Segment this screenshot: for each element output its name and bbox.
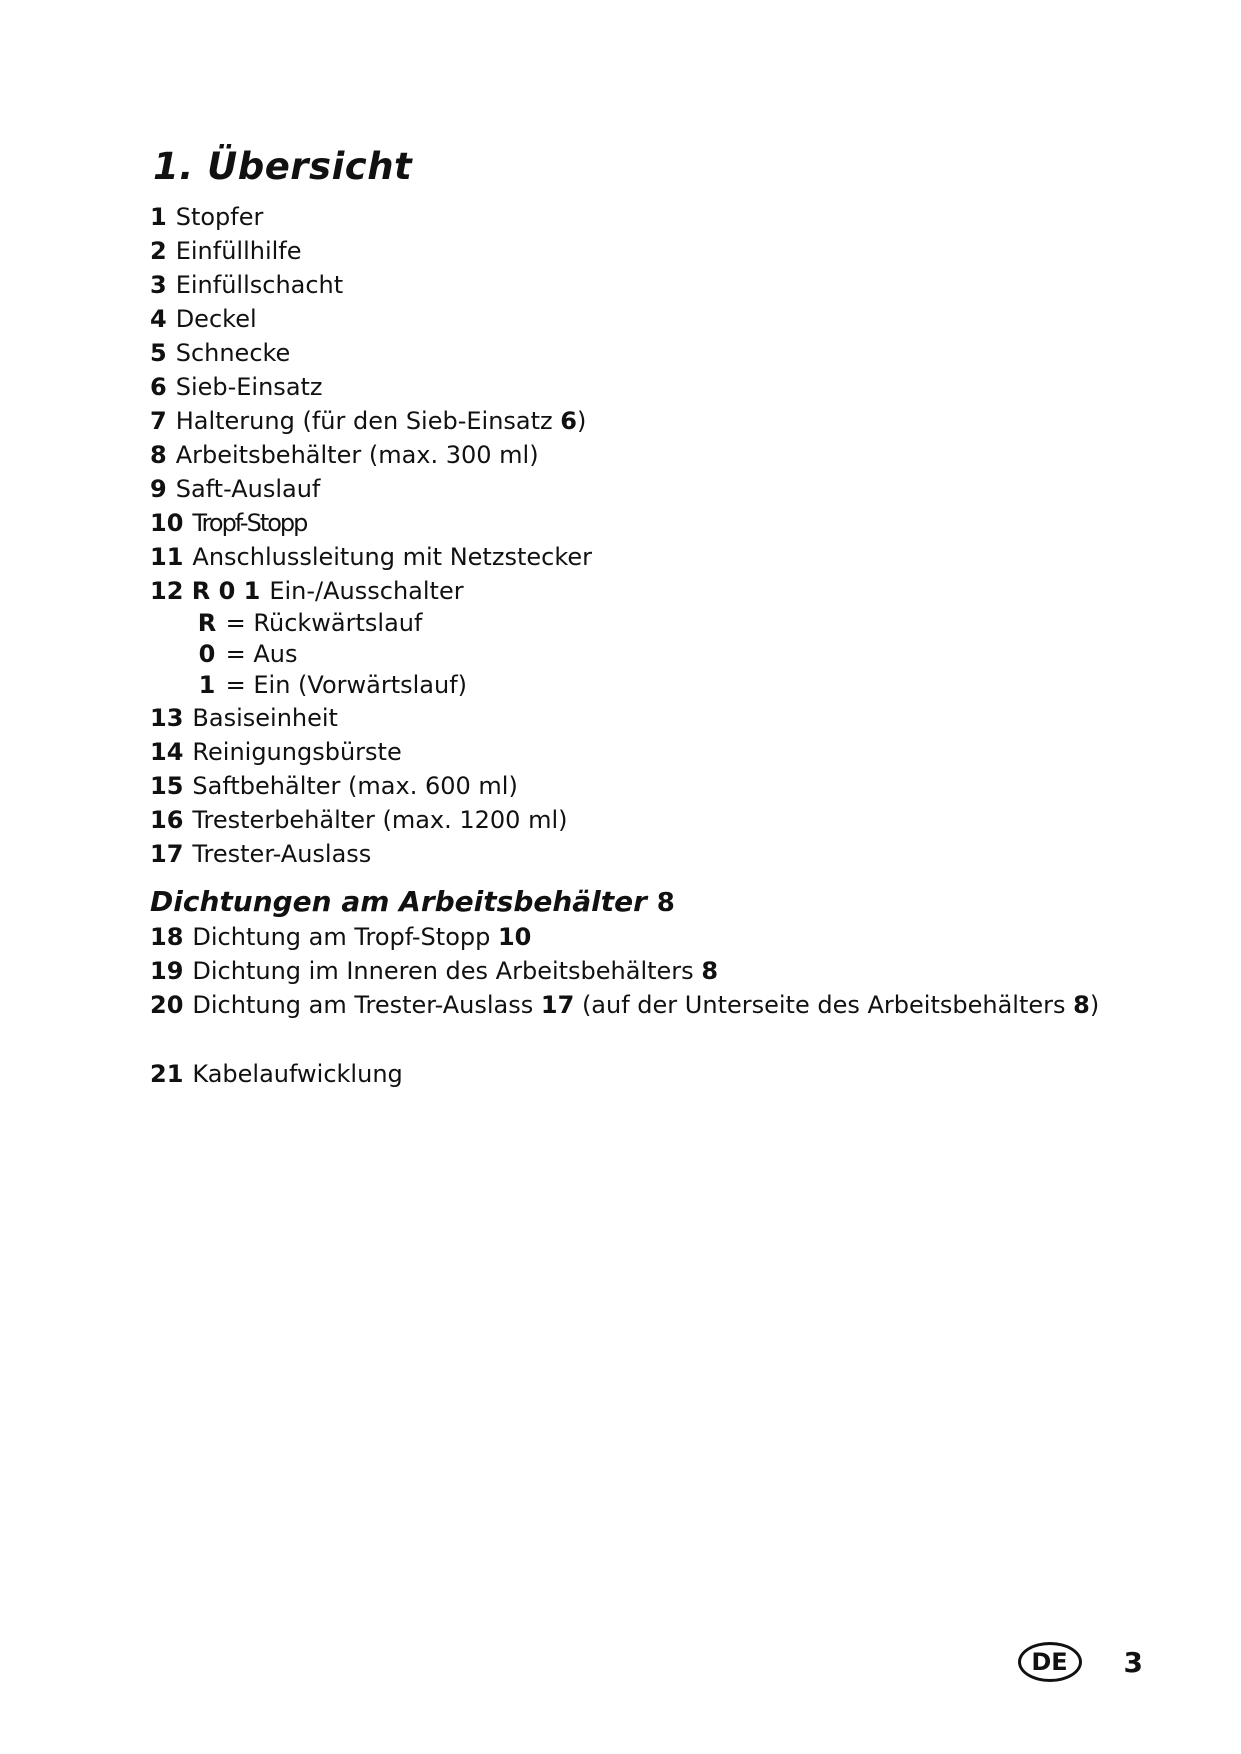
item-reference: 6 (560, 407, 577, 435)
item-label: Anschlussleitung mit Netzstecker (192, 543, 592, 571)
list-item (150, 1057, 403, 1091)
switch-meaning: = Aus (225, 640, 298, 668)
item-number: 21 (150, 1060, 184, 1088)
list-item (150, 540, 1150, 574)
list-item (150, 574, 1150, 608)
item-label: Saft-Auslauf (175, 475, 321, 503)
extra-list (150, 1057, 403, 1091)
item-number: 4 (150, 305, 167, 333)
item-label: Deckel (175, 305, 257, 333)
item-label-suffix: ) (1089, 991, 1100, 1019)
item-label: Einfüllhilfe (175, 237, 302, 265)
item-number: 12 R 0 1 (150, 577, 261, 605)
item-number: 1 (150, 203, 167, 231)
list-item (150, 370, 1150, 404)
item-number: 8 (150, 441, 167, 469)
item-number: 13 (150, 704, 184, 732)
item-number: 14 (150, 738, 184, 766)
list-item (150, 200, 1150, 234)
section-heading-reference: 8 (656, 888, 675, 918)
item-number: 15 (150, 772, 184, 800)
item-number: 6 (150, 373, 167, 401)
page-number: 3 (1123, 1645, 1143, 1679)
switch-position (150, 639, 1150, 670)
section-heading (150, 885, 675, 918)
item-label: Reinigungsbürste (192, 738, 402, 766)
item-label: Ein-/Ausschalter (269, 577, 464, 605)
item-number: 3 (150, 271, 167, 299)
item-label: Basiseinheit (192, 704, 338, 732)
item-number: 7 (150, 407, 167, 435)
item-label: Stopfer (175, 203, 264, 231)
item-label: Arbeitsbehälter (max. 300 ml) (175, 441, 539, 469)
list-item (150, 920, 1200, 954)
item-label: Tropf-Stopp (192, 509, 307, 537)
item-label-continuation: (auf der Unterseite des Arbeitsbehälters (574, 991, 1074, 1019)
list-item (150, 234, 1150, 268)
section-heading-text: Dichtungen am Arbeitsbehälter (150, 885, 647, 918)
list-item (150, 954, 1200, 988)
list-item (150, 837, 1150, 871)
list-item (150, 803, 1150, 837)
switch-position (150, 608, 1150, 639)
switch-meaning: = Rückwärtslauf (225, 609, 423, 637)
language-badge: DE (1018, 1642, 1082, 1682)
item-label: Dichtung am Trester-Auslass (192, 991, 541, 1019)
parts-list (150, 200, 1150, 871)
item-reference: 10 (497, 923, 532, 951)
item-label: Dichtung am Tropf-Stopp (192, 923, 498, 951)
list-item (150, 336, 1150, 370)
item-number: 16 (150, 806, 184, 834)
list-item (150, 769, 1150, 803)
item-label: Tresterbehälter (max. 1200 ml) (192, 806, 568, 834)
switch-key: 0 (198, 640, 216, 668)
item-label-suffix: ) (576, 407, 587, 435)
item-number: 19 (150, 957, 184, 985)
item-reference: 17 (540, 991, 575, 1019)
item-number: 10 (150, 509, 184, 537)
item-label: Sieb-Einsatz (175, 373, 323, 401)
item-label: Schnecke (175, 339, 291, 367)
item-label: Saftbehälter (max. 600 ml) (192, 772, 518, 800)
switch-key: 1 (198, 671, 216, 699)
list-item (150, 735, 1150, 769)
list-item (150, 404, 1150, 438)
switch-meaning: = Ein (Vorwärtslauf) (225, 671, 468, 699)
item-label: Trester-Auslass (192, 840, 372, 868)
item-reference: 8 (1073, 991, 1090, 1019)
item-label: Einfüllschacht (175, 271, 344, 299)
switch-key: R (197, 609, 217, 637)
item-number: 9 (150, 475, 167, 503)
item-number: 17 (150, 840, 184, 868)
list-item (150, 438, 1150, 472)
list-item (150, 302, 1150, 336)
item-number: 18 (150, 923, 184, 951)
item-reference: 8 (701, 957, 719, 985)
page-title: 1. Übersicht (153, 145, 413, 188)
list-item (150, 268, 1150, 302)
list-item (150, 701, 1150, 735)
list-item (150, 506, 1150, 540)
item-label: Dichtung im Inneren des Arbeitsbehälters (192, 957, 702, 985)
item-number: 11 (150, 543, 184, 571)
page-footer (1018, 1637, 1143, 1687)
item-number: 2 (150, 237, 167, 265)
list-item (150, 988, 1200, 1022)
list-item (150, 472, 1150, 506)
switch-position (150, 670, 1150, 701)
seal-list (150, 920, 1200, 1022)
item-number: 20 (150, 991, 184, 1019)
item-label: Kabelaufwicklung (192, 1060, 403, 1088)
item-number: 5 (150, 339, 167, 367)
item-label: Halterung (für den Sieb-Einsatz (175, 407, 561, 435)
